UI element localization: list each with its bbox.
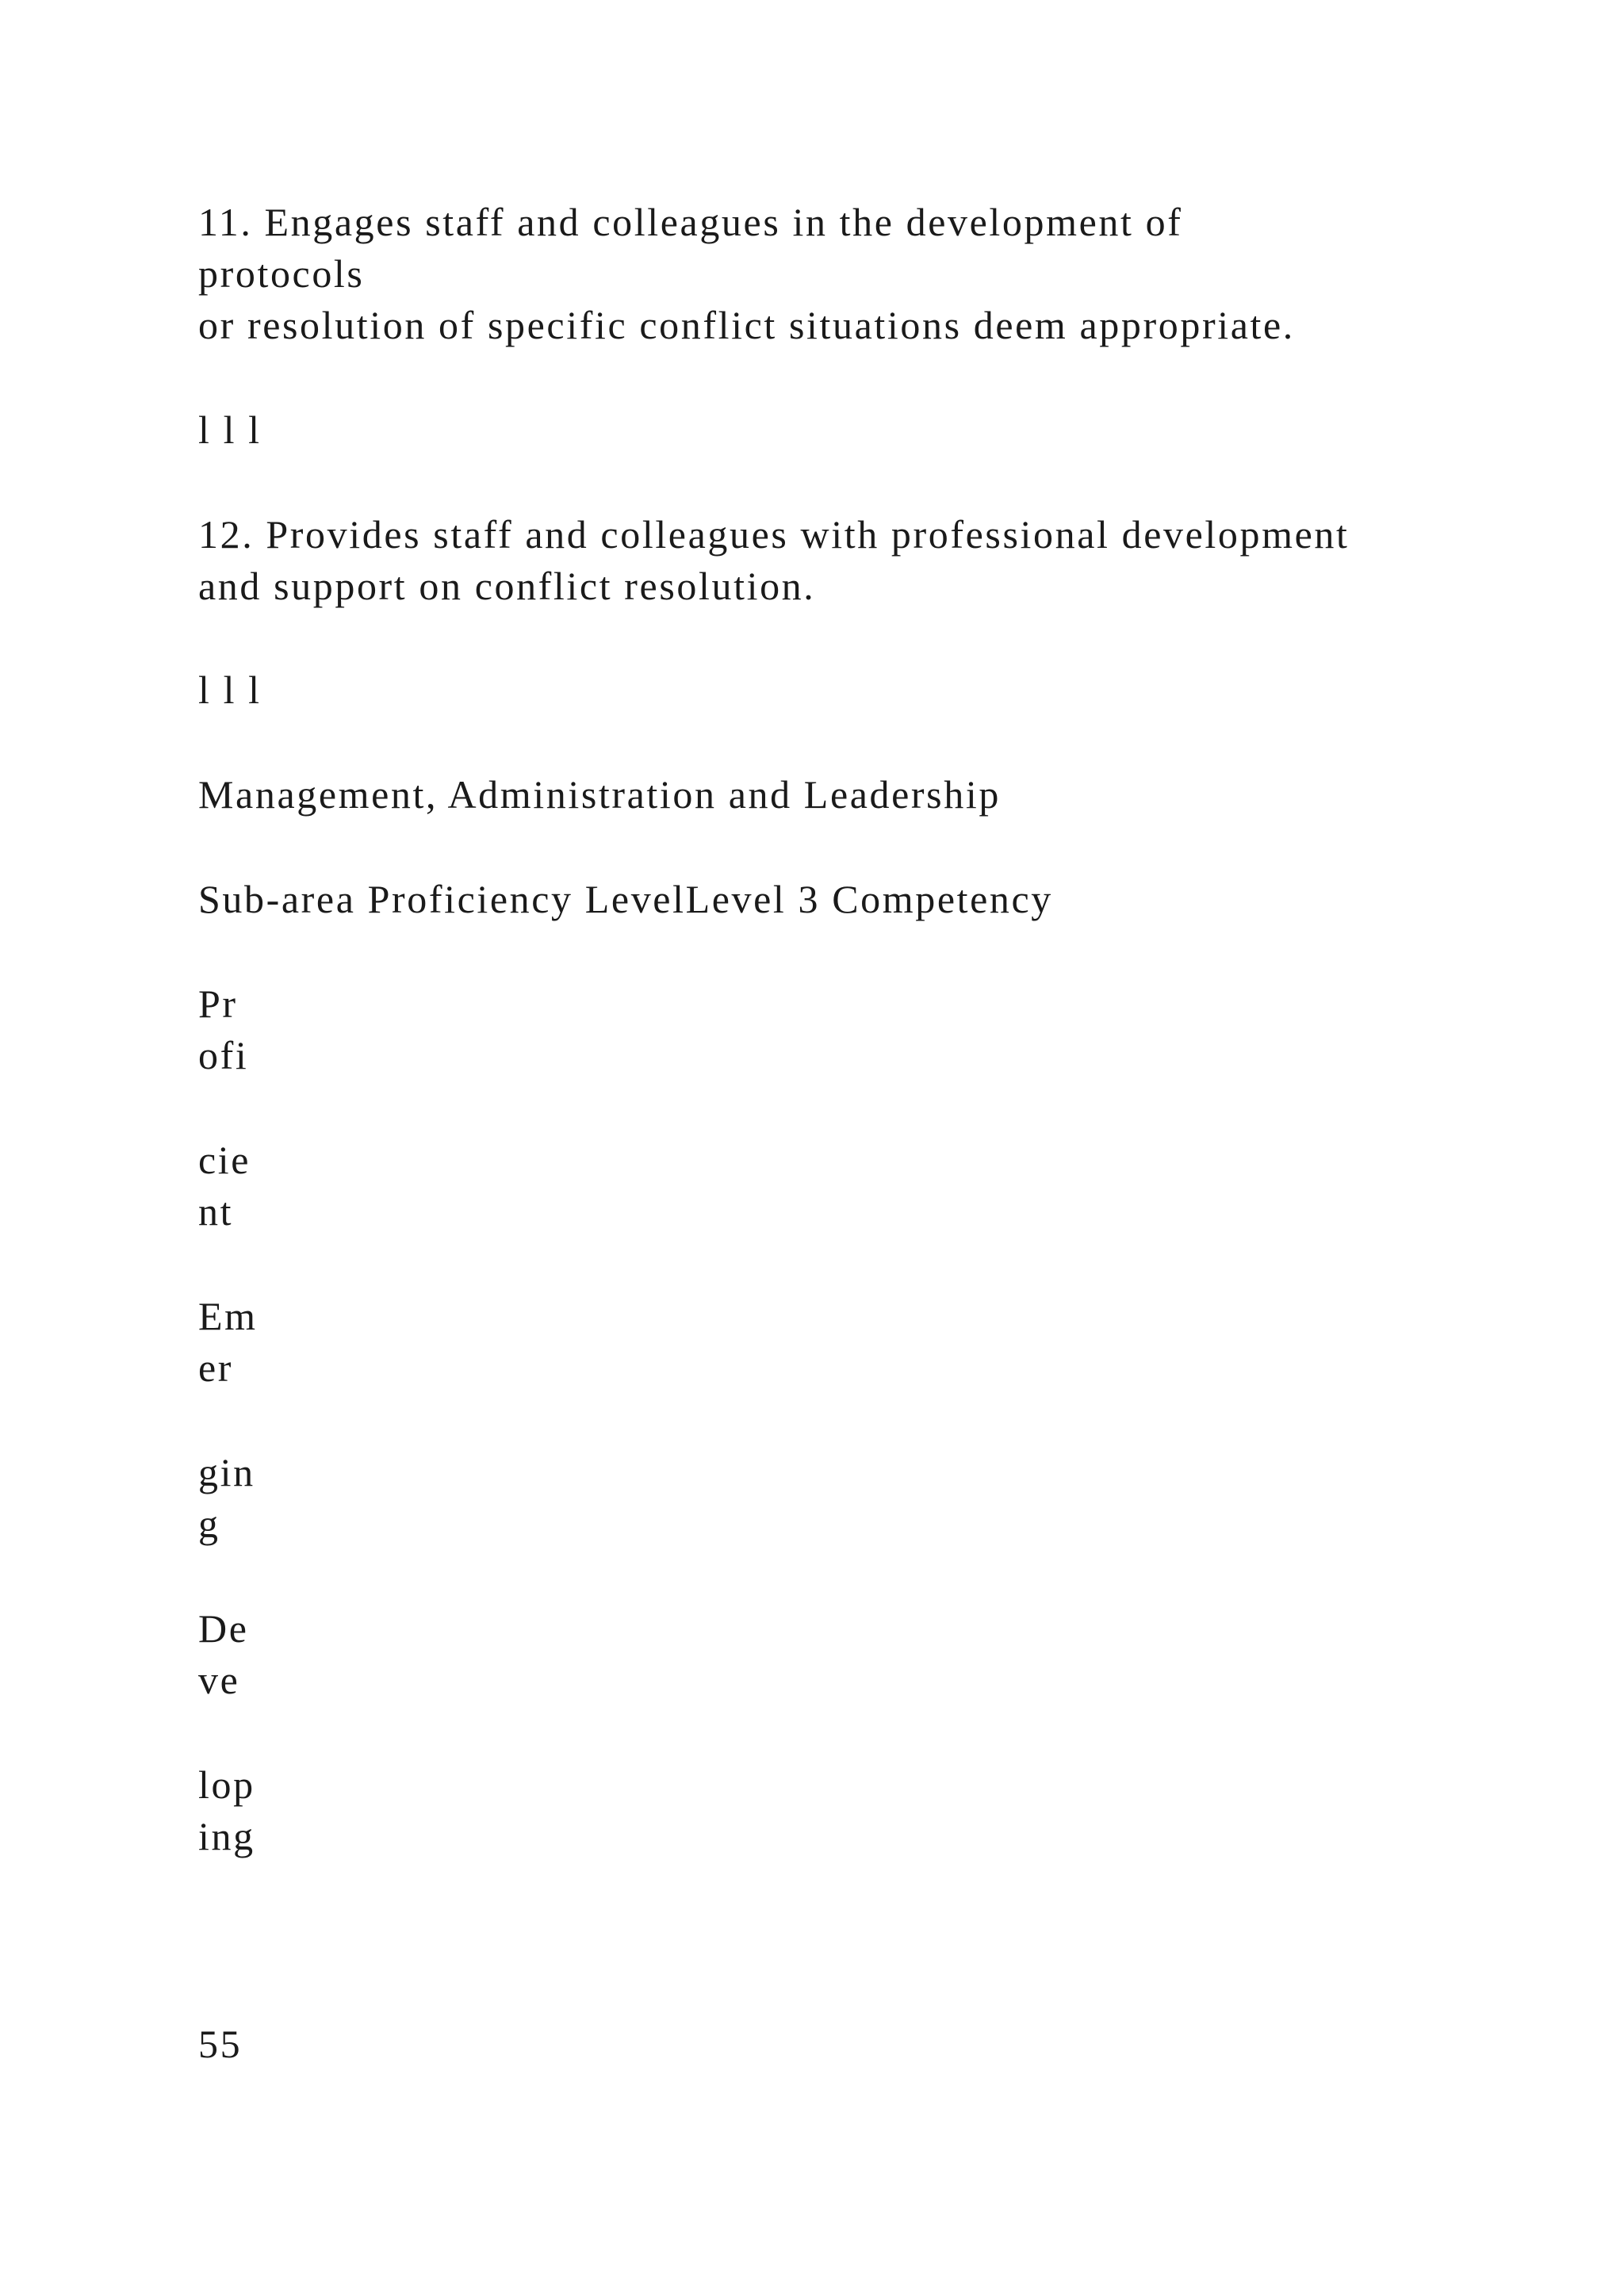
table-header: Sub-area Proficiency LevelLevel 3 Competency [198,877,1053,921]
column-fragment: cie [198,1138,251,1182]
column-fragment: Pr [198,982,238,1026]
column-fragment: ofi [198,1033,249,1077]
column-fragment: nt [198,1189,234,1234]
item-11-line-1: 11. Engages staff and colleagues in the development of [198,200,1183,244]
column-fragment: gin [198,1450,255,1494]
item-11-rating: l l l [198,408,262,452]
page-number: 55 [198,2022,243,2066]
column-fragment: De [198,1606,249,1651]
item-11-line-3: or resolution of specific conflict situations deem appropriate. [198,303,1295,347]
column-fragment: g [198,1502,220,1546]
column-fragment: lop [198,1762,255,1807]
column-fragment: er [198,1345,234,1390]
item-11-line-2: protocols [198,251,365,296]
section-heading: Management, Administration and Leadership [198,772,1001,817]
item-12-line-1: 12. Provides staff and colleagues with professional development [198,512,1350,557]
column-fragment: ve [198,1658,240,1702]
column-fragment: Em [198,1294,258,1338]
item-12-line-2: and support on conflict resolution. [198,564,816,608]
item-12-rating: l l l [198,668,262,712]
column-fragment: ing [198,1814,255,1858]
